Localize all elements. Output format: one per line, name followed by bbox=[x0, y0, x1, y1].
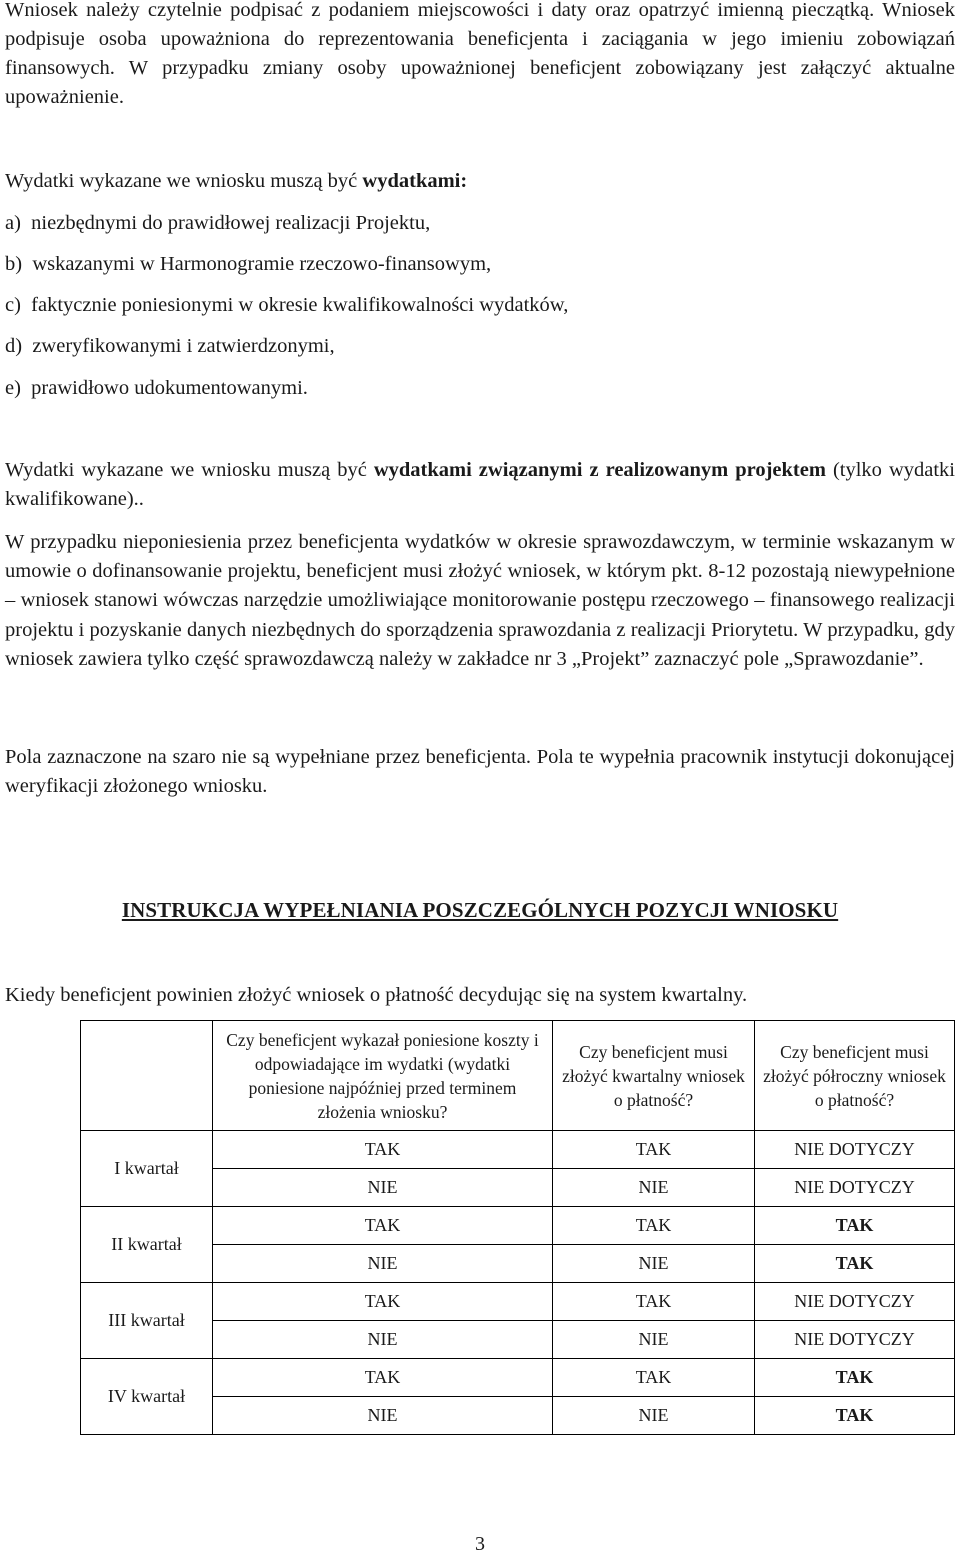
table-row bbox=[81, 1245, 955, 1283]
expense-item-e: e) prawidłowo udokumentowanymi. bbox=[5, 377, 308, 399]
table-row bbox=[81, 1359, 955, 1397]
related-text-2: (tylko wydatki kwalifikowane).. bbox=[5, 459, 955, 510]
grey-fields-paragraph: Pola zaznaczone na szaro nie są wypełniane przez beneficjenta. Pola te wypełnia pracownik instytucji dokonującej weryfikacji złożonego wniosku. bbox=[5, 746, 955, 797]
table-cell: TAK bbox=[553, 1283, 755, 1321]
table-cell: NIE DOTYCZY bbox=[755, 1169, 955, 1207]
quarter-label: IV kwartał bbox=[81, 1359, 213, 1435]
table-intro: Kiedy beneficjent powinien złożyć wniosek o płatność decydując się na system kwartalny. bbox=[5, 984, 748, 1006]
table-cell: TAK bbox=[755, 1397, 955, 1435]
table-cell: NIE DOTYCZY bbox=[755, 1321, 955, 1359]
table-cell: TAK bbox=[553, 1207, 755, 1245]
table-row bbox=[81, 1169, 955, 1207]
table-cell: TAK bbox=[755, 1207, 955, 1245]
table-cell: NIE bbox=[213, 1397, 553, 1435]
table-row bbox=[81, 1207, 955, 1245]
related-bold: wydatkami związanymi z realizowanym projektem bbox=[373, 459, 826, 481]
expense-item-c: c) faktycznie poniesionymi w okresie kwalifikowalności wydatków, bbox=[5, 294, 569, 316]
table-cell: NIE bbox=[553, 1321, 755, 1359]
table-cell: NIE bbox=[213, 1245, 553, 1283]
table-cell: TAK bbox=[755, 1245, 955, 1283]
table-row bbox=[81, 1397, 955, 1435]
table-cell: NIE bbox=[213, 1169, 553, 1207]
table-cell: TAK bbox=[553, 1131, 755, 1169]
table-cell: NIE bbox=[553, 1169, 755, 1207]
table-row bbox=[81, 1283, 955, 1321]
table-cell: TAK bbox=[755, 1359, 955, 1397]
expense-item-a: a) niezbędnymi do prawidłowej realizacji Projektu, bbox=[5, 212, 431, 234]
quarterly-payment-table bbox=[80, 1020, 955, 1435]
expense-item-b: b) wskazanymi w Harmonogramie rzeczowo-finansowym, bbox=[5, 253, 492, 275]
table-cell: NIE DOTYCZY bbox=[755, 1283, 955, 1321]
header-empty bbox=[81, 1021, 213, 1131]
section-title: INSTRUKCJA WYPEŁNIANIA POSZCZEGÓLNYCH POZYCJI WNIOSKU bbox=[121, 898, 839, 922]
expenses-lead-text: Wydatki wykazane we wniosku muszą być bbox=[5, 170, 363, 192]
quarter-label: III kwartał bbox=[81, 1283, 213, 1359]
reporting-paragraph: W przypadku nieponiesienia przez beneficjenta wydatków w okresie sprawozdawczym, w terminie wskazanym w umowie o dofinansowanie projektu, beneficjent musi złożyć wniosek, w którym pkt. 8-12 pozostają niewypełnione – wniosek stanowi wówczas narzędzie umożliwiające monitorowanie postępu rzeczowego – finansowego realizacji projektu i pozyskanie danych niezbędnych do sporządzenia sprawozdania z realizacji Priorytetu. W przypadku, gdy wniosek zawiera tylko część sprawozdawczą należy w zakładce nr 3 „Projekt” zaznaczyć pole „Sprawozdanie”. bbox=[5, 531, 955, 670]
expenses-lead-bold: wydatkami: bbox=[362, 170, 468, 192]
table-cell: NIE bbox=[553, 1397, 755, 1435]
table-cell: TAK bbox=[213, 1283, 553, 1321]
quarter-label: II kwartał bbox=[81, 1207, 213, 1283]
related-expenses-paragraph bbox=[5, 456, 955, 514]
header-costs-shown: Czy beneficjent wykazał poniesione koszty i odpowiadające im wydatki (wydatki poniesione najpóźniej przed terminem złożenia wniosku? bbox=[213, 1021, 553, 1131]
expenses-lead bbox=[5, 167, 955, 196]
header-semiannual-application: Czy beneficjent musi złożyć półroczny wniosek o płatność? bbox=[755, 1021, 955, 1131]
table-cell: NIE bbox=[553, 1245, 755, 1283]
table-cell: TAK bbox=[553, 1359, 755, 1397]
table-cell: TAK bbox=[213, 1207, 553, 1245]
header-quarterly-application: Czy beneficjent musi złożyć kwartalny wniosek o płatność? bbox=[553, 1021, 755, 1131]
intro-paragraph: Wniosek należy czytelnie podpisać z podaniem miejscowości i daty oraz opatrzyć imienną pieczątką. Wniosek podpisuje osoba upoważniona do reprezentowania beneficjenta i zaciągania w jego imieniu zobowiązań finansowych. W przypadku zmiany osoby upoważnionej beneficjent zobowiązany jest załączyć aktualne upoważnienie. bbox=[5, 0, 955, 108]
related-text-1: Wydatki wykazane we wniosku muszą być bbox=[5, 459, 374, 481]
table-cell: TAK bbox=[213, 1359, 553, 1397]
table-header-row bbox=[81, 1021, 955, 1131]
table-cell: NIE DOTYCZY bbox=[755, 1131, 955, 1169]
page-number: 3 bbox=[475, 1533, 485, 1555]
table-cell: NIE bbox=[213, 1321, 553, 1359]
quarter-label: I kwartał bbox=[81, 1131, 213, 1207]
table-row bbox=[81, 1321, 955, 1359]
table-cell: TAK bbox=[213, 1131, 553, 1169]
expense-item-d: d) zweryfikowanymi i zatwierdzonymi, bbox=[5, 335, 335, 357]
table-row bbox=[81, 1131, 955, 1169]
